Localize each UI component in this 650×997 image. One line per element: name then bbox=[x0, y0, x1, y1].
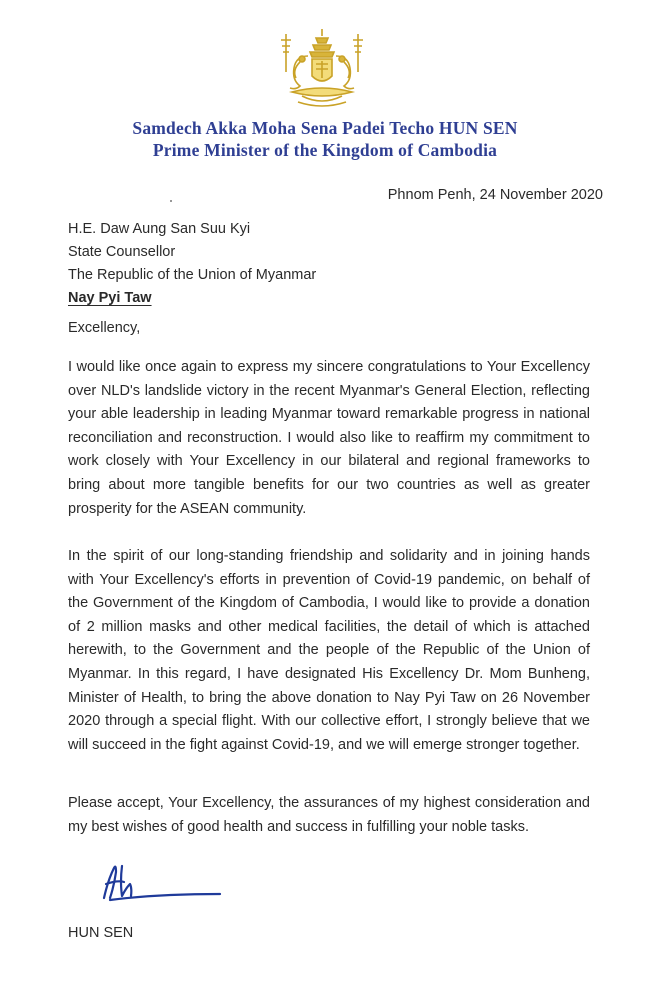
body-paragraph-congratulations: I would like once again to express my sincere congratulations to Your Excellency over NLD's landslide victory in the recent Myanmar's General Election, reflecting your able leadership in leading Myanmar toward remarkable progress in national reconciliation and reconstruction. I would also like to reaffirm my commitment to work closely with Your Excellency in our bilateral and regional frameworks to bring about more tangible benefits for our two countries as well as greater prosperity for the ASEAN community. bbox=[68, 359, 590, 517]
body-paragraph-donation: In the spirit of our long-standing friendship and solidarity and in joining hands with Your Excellency's efforts in prevention of Covid-19 pandemic, on behalf of the Government of the Kingdom of Cambodia, I would like to provide a donation of 2 million masks and other medical facilities, the detail of which is attached herewith, to the Government and the people of the Republic of the Union of Myanmar. In this regard, I have designated His Excellency Dr. Mom Bunheng, Minister of Health, to bring the above donation to Nay Pyi Taw on 26 November 2020 through a special flight. With our collective effort, I strongly believe that we will succeed in the fight against Covid-19, and we will emerge stronger together. bbox=[68, 548, 590, 753]
dateline: Phnom Penh, 24 November 2020 bbox=[387, 187, 603, 203]
recipient-position: State Counsellor bbox=[68, 244, 176, 260]
salutation: Excellency, bbox=[68, 320, 141, 336]
royal-arms-of-cambodia-icon bbox=[272, 26, 372, 110]
recipient-country: The Republic of the Union of Myanmar bbox=[68, 267, 317, 283]
signer-name: HUN SEN bbox=[68, 925, 134, 941]
recipient-city: Nay Pyi Taw bbox=[68, 290, 152, 306]
scan-speck bbox=[170, 200, 172, 202]
handwritten-signature-icon bbox=[96, 858, 226, 908]
recipient-name: H.E. Daw Aung San Suu Kyi bbox=[68, 221, 251, 237]
body-paragraph-closing: Please accept, Your Excellency, the assurances of my highest consideration and my best wishes of good health and success in fulfilling your noble tasks. bbox=[68, 795, 590, 835]
letterhead-title: Prime Minister of the Kingdom of Cambodia bbox=[152, 140, 498, 160]
letterhead-name: Samdech Akka Moha Sena Padei Techo HUN SEN bbox=[132, 118, 518, 138]
